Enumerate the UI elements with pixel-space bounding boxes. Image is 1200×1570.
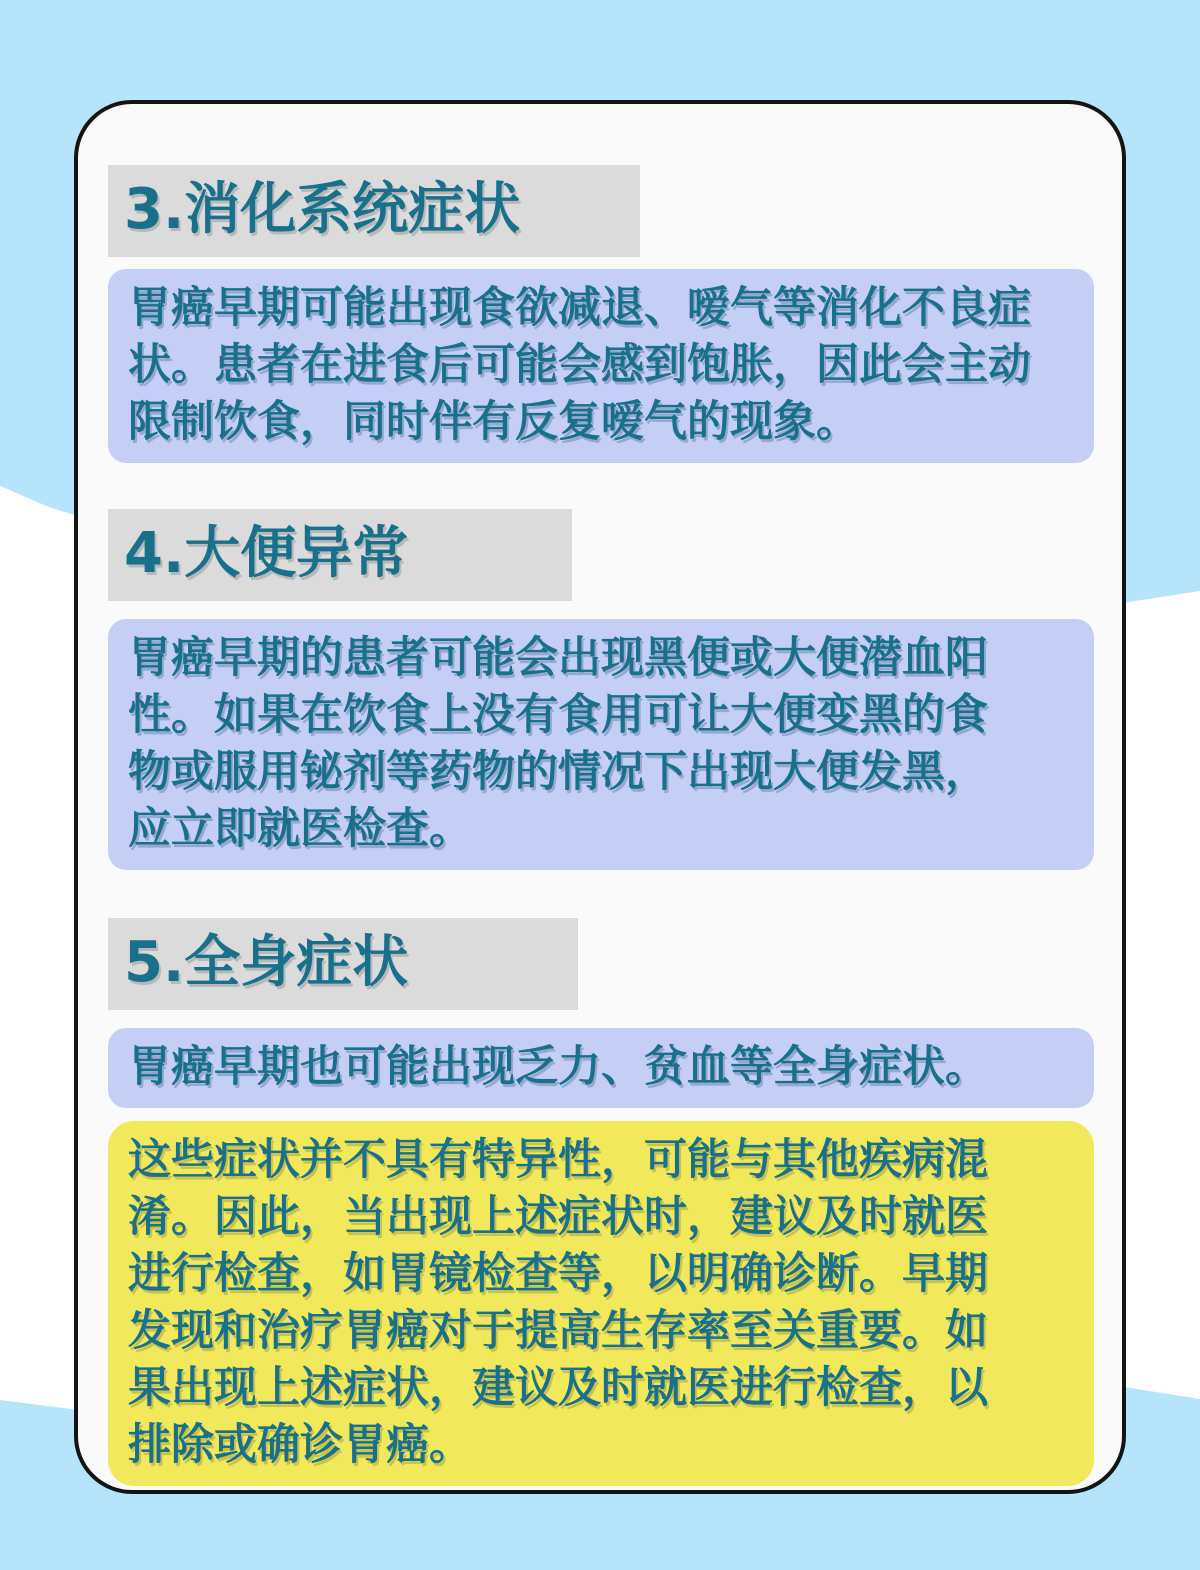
- note-line: 果出现上述症状，建议及时就医进行检查，以: [128, 1363, 988, 1413]
- note-line: 这些症状并不具有特异性，可能与其他疾病混: [128, 1135, 988, 1185]
- body-line: 限制饮食，同时伴有反复嗳气的现象。: [128, 397, 859, 447]
- section-systemic-symptoms: [108, 918, 1094, 1108]
- content-card: [74, 100, 1126, 1494]
- section-heading: 3.消化系统症状: [108, 165, 640, 257]
- note-line: 排除或确诊胃癌。: [128, 1420, 472, 1470]
- section-body: [108, 1028, 1094, 1108]
- body-line: 胃癌早期的患者可能会出现黑便或大便潜血阳: [128, 633, 988, 683]
- body-line: 性。如果在饮食上没有食用可让大便变黑的食: [128, 690, 988, 740]
- body-line: 物或服用铋剂等药物的情况下出现大便发黑，: [128, 747, 988, 797]
- section-heading-row: [108, 918, 1094, 1010]
- note-line: 进行检查，如胃镜检查等，以明确诊断。早期: [128, 1249, 988, 1299]
- section-heading-row: [108, 509, 1094, 601]
- body-line: 应立即就医检查。: [128, 804, 472, 854]
- section-heading-row: [108, 165, 1094, 257]
- section-heading: 4.大便异常: [108, 509, 572, 601]
- body-line: 胃癌早期也可能出现乏力、贫血等全身症状。: [128, 1042, 988, 1092]
- body-line: 胃癌早期可能出现食欲减退、嗳气等消化不良症: [128, 283, 1031, 333]
- section-stool-abnormality: [108, 509, 1094, 870]
- section-body: [108, 269, 1094, 463]
- section-heading: 5.全身症状: [108, 918, 578, 1010]
- right-cloud-shape: [1116, 591, 1200, 1399]
- section-digestive-symptoms: [108, 165, 1094, 463]
- note-line: 发现和治疗胃癌对于提高生存率至关重要。如: [128, 1306, 988, 1356]
- section-body: [108, 619, 1094, 870]
- note-line: 淆。因此，当出现上述症状时，建议及时就医: [128, 1192, 988, 1242]
- body-line: 状。患者在进食后可能会感到饱胀，因此会主动: [128, 340, 1031, 390]
- advice-note: [108, 1121, 1094, 1486]
